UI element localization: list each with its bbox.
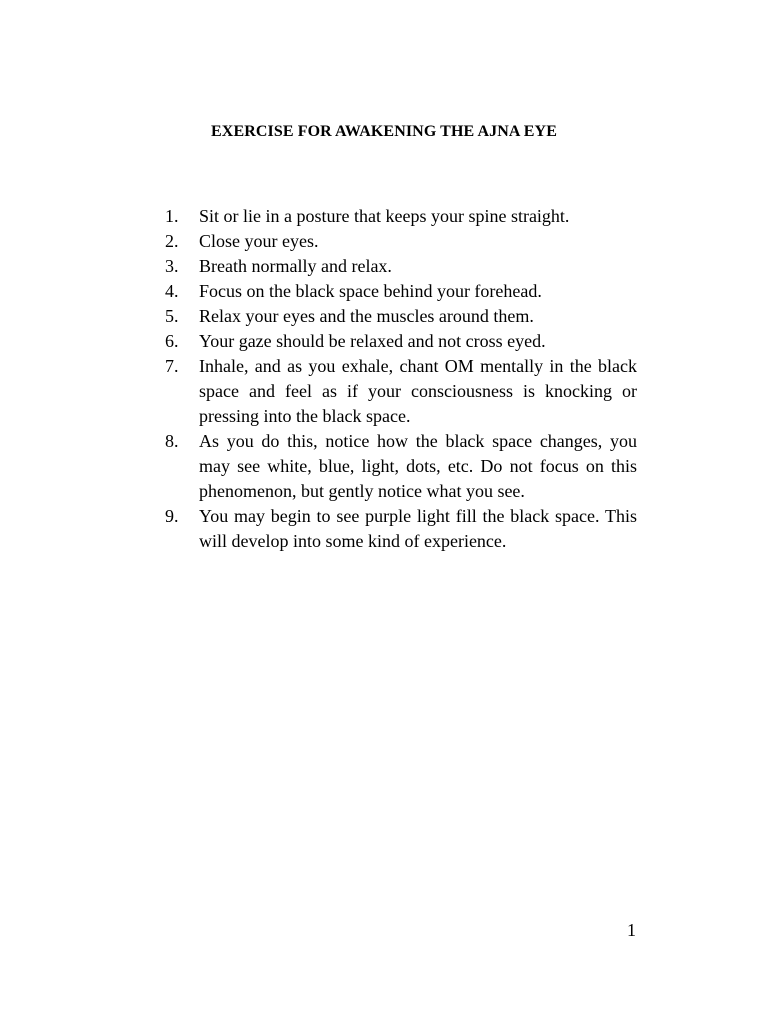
list-item [163, 429, 637, 504]
list-item [163, 504, 637, 554]
step-number: 1. [165, 206, 179, 226]
list-item [163, 279, 637, 304]
page-number: 1 [627, 920, 636, 940]
step-text: Your gaze should be relaxed and not cross eyed. [199, 331, 546, 351]
step-number: 9. [165, 506, 179, 526]
step-number: 2. [165, 231, 179, 251]
step-text: Focus on the black space behind your forehead. [199, 281, 542, 301]
list-item [163, 329, 637, 354]
list-item [163, 204, 637, 229]
step-text: Close your eyes. [199, 231, 319, 251]
list-item [163, 254, 637, 279]
list-item [163, 229, 637, 254]
step-text: You may begin to see purple light fill the black space. This will develop into some kind of experience. [199, 506, 637, 551]
step-text: Relax your eyes and the muscles around them. [199, 306, 534, 326]
step-number: 4. [165, 281, 179, 301]
step-text: As you do this, notice how the black space changes, you may see white, blue, light, dots, etc. Do not focus on this phenomenon, but gently notice what you see. [199, 431, 637, 501]
step-number: 6. [165, 331, 179, 351]
page-title: EXERCISE FOR AWAKENING THE AJNA EYE [211, 123, 557, 140]
list-item [163, 354, 637, 429]
step-number: 7. [165, 356, 179, 376]
step-number: 8. [165, 431, 179, 451]
step-text: Breath normally and relax. [199, 256, 392, 276]
step-number: 5. [165, 306, 179, 326]
step-text: Inhale, and as you exhale, chant OM mentally in the black space and feel as if your consciousness is knocking or pressing into the black space. [199, 356, 637, 426]
step-number: 3. [165, 256, 179, 276]
step-text: Sit or lie in a posture that keeps your spine straight. [199, 206, 570, 226]
list-item [163, 304, 637, 329]
exercise-steps-list [163, 204, 637, 554]
